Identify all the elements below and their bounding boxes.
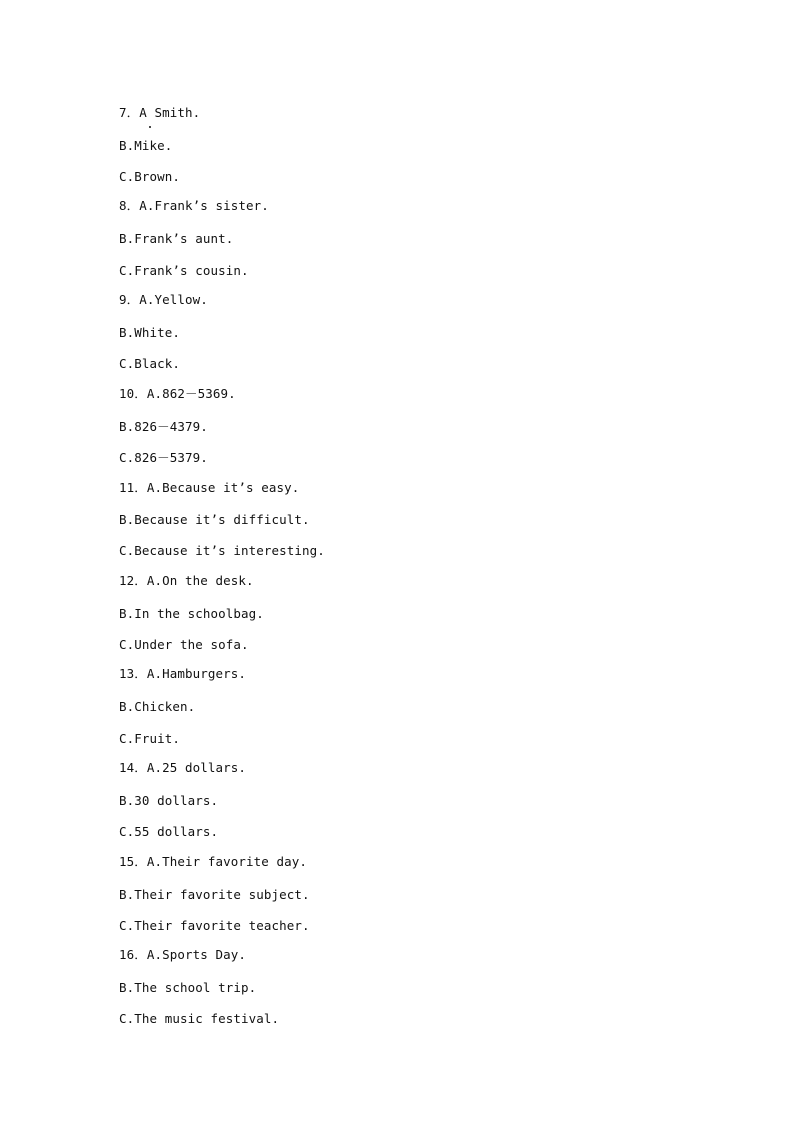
- question-14-option-a: 14．A.25 dollars.: [119, 760, 246, 775]
- question-11-option-a: 11．A.Because it’s easy.: [119, 480, 300, 495]
- question-15-option-b: B.Their favorite subject.: [119, 887, 310, 902]
- question-11-option-b: B.Because it’s difficult.: [119, 512, 310, 527]
- question-14-option-b: B.30 dollars.: [119, 793, 219, 808]
- question-9-option-a: 9．A.Yellow.: [119, 292, 208, 307]
- question-16-option-a: 16．A.Sports Day.: [119, 947, 246, 962]
- question-8-option-b: B.Frank’s aunt.: [119, 231, 234, 246]
- question-10-option-a: 10．A.862－5369.: [119, 386, 236, 401]
- question-13-option-c: C.Fruit.: [119, 731, 181, 746]
- question-16-option-b: B.The school trip.: [119, 980, 257, 995]
- question-15-option-c: C.Their favorite teacher.: [119, 918, 310, 933]
- question-8-option-a: 8．A.Frank’s sister.: [119, 198, 269, 213]
- question-13-option-a: 13．A.Hamburgers.: [119, 666, 246, 681]
- question-12-option-c: C.Under the sofa.: [119, 637, 249, 652]
- question-7-option-c: C.Brown.: [119, 169, 181, 184]
- question-13-option-b: B.Chicken.: [119, 699, 196, 714]
- question-8-option-c: C.Frank’s cousin.: [119, 263, 249, 278]
- question-9-option-b: B.White.: [119, 325, 181, 340]
- question-15-option-a: 15．A.Their favorite day.: [119, 854, 307, 869]
- question-12-option-a: 12．A.On the desk.: [119, 573, 254, 588]
- question-10-option-b: B.826－4379.: [119, 419, 208, 434]
- question-10-option-c: C.826－5379.: [119, 450, 208, 465]
- question-12-option-b: B.In the schoolbag.: [119, 606, 264, 621]
- question-11-option-c: C.Because it’s interesting.: [119, 543, 325, 558]
- question-9-option-c: C.Black.: [119, 356, 181, 371]
- question-16-option-c: C.The music festival.: [119, 1011, 280, 1026]
- question-14-option-c: C.55 dollars.: [119, 824, 219, 839]
- emphasis-dot: [149, 126, 151, 128]
- question-7-option-a: 7．A Smith.: [119, 105, 201, 120]
- question-7-option-b: B.Mike.: [119, 138, 173, 153]
